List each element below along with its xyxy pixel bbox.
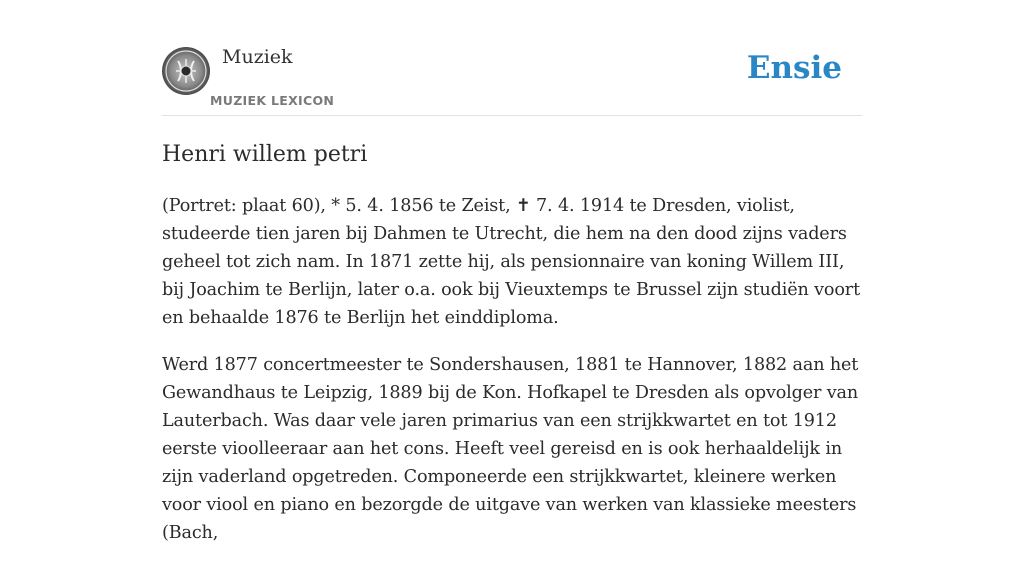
article-paragraph: Werd 1877 concertmeester te Sondershausen, 1881 te Hannover, 1882 aan het Gewandhaus te Leipzig, 1889 bij de Kon. Hofkapel te Dresden als opvolger van Lauterbach. Was daar vele jaren primarius van een strijkkwartet en tot 1912 eerste vioolleeraar aan het cons. Heeft veel gereisd en is ook herhaaldelijk in zijn vaderland opgetreden. Componeerde een strijkkwartet, kleinere werken voor viool en piano en bezorgde de uitgave van werken van klassieke meesters (Bach, <box>162 355 859 543</box>
source-header <box>162 0 862 116</box>
article-title: Henri willem petri <box>162 142 368 167</box>
lexicon-emblem-icon[interactable] <box>162 47 210 95</box>
source-subtitle[interactable]: MUZIEK LEXICON <box>210 93 335 108</box>
article-paragraph: (Portret: plaat 60), * 5. 4. 1856 te Zeist, ✝ 7. 4. 1914 te Dresden, violist, studeerde tien jaren bij Dahmen te Utrecht, die hem na den dood zijns vaders geheel tot zich nam. In 1871 zette hij, als pensionnaire van koning Willem III, bij Joachim te Berlijn, later o.a. ook bij Vieuxtemps te Brussel zijn studiën voort en behaalde 1876 te Berlijn het einddiploma. <box>162 196 860 328</box>
source-title[interactable]: Muziek <box>222 46 293 68</box>
page-container <box>162 0 862 566</box>
article-body <box>162 192 862 547</box>
emblem-graphic <box>162 47 210 95</box>
brand-logo[interactable]: Ensie <box>746 50 842 86</box>
